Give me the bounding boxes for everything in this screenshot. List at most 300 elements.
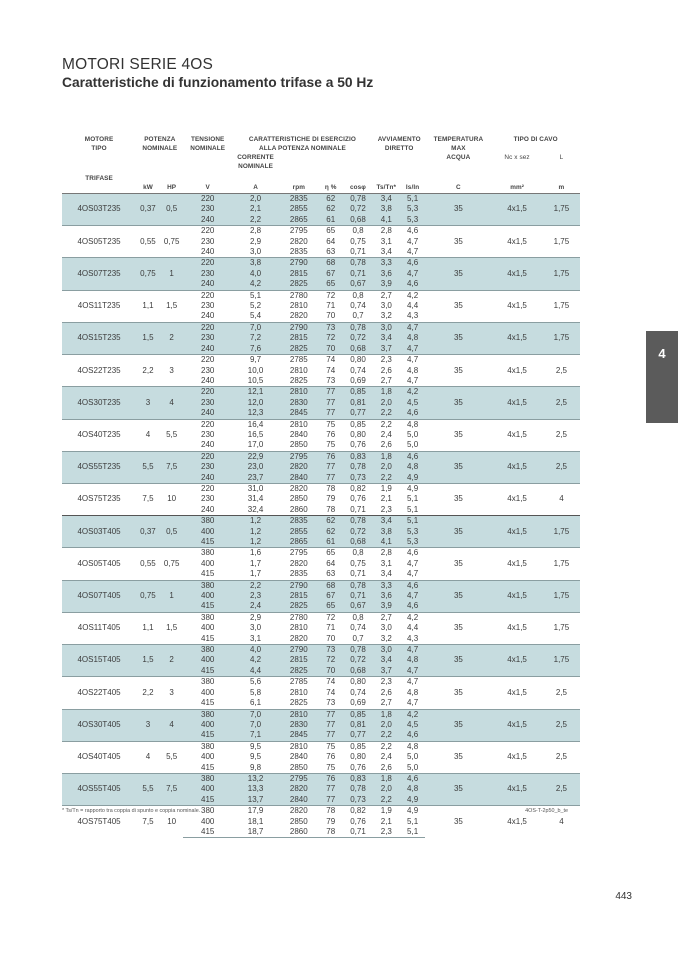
- hdr-temperatura: TEMPERATURA: [433, 136, 484, 143]
- voltage-cell: 415: [201, 569, 215, 579]
- cosphi-cell: 0,80: [350, 752, 366, 762]
- is-in-cell: 4,7: [400, 355, 426, 366]
- rpm-cell: 2820: [289, 311, 308, 321]
- table-row: [62, 258, 580, 269]
- is-in-cell: 4,6: [400, 730, 426, 741]
- cable-section-cell: 4x1,5: [491, 258, 542, 290]
- table-row: [62, 290, 580, 301]
- unit: Is/In: [400, 183, 426, 194]
- is-in-cell: 4,5: [400, 398, 426, 408]
- current-cell: 2,2: [232, 215, 279, 226]
- current-cell: 2,9: [232, 612, 279, 623]
- rpm-cell: 2815: [279, 333, 318, 343]
- current-cell: 1,2: [232, 537, 279, 548]
- voltage-cell: 415: [201, 633, 215, 643]
- cosphi-cell: 0,77: [343, 730, 373, 741]
- rpm-cell: 2810: [279, 741, 318, 752]
- current-cell: 5,1: [232, 290, 279, 301]
- rpm-cell: 2780: [279, 290, 318, 301]
- table-row: [62, 773, 580, 784]
- ts-tn-cell: 2,0: [373, 784, 400, 794]
- rpm-cell: 2830: [279, 720, 318, 730]
- efficiency-cell: 61: [318, 215, 343, 226]
- cable-section-cell: 4x1,5: [491, 806, 542, 838]
- ts-tn-cell: 3,1: [380, 236, 392, 246]
- ts-tn-cell: 2,1: [380, 816, 392, 826]
- temperature-cell: 35: [425, 580, 491, 612]
- rpm-cell: 2810: [279, 709, 318, 720]
- page-title: MOTORI SERIE 4OS: [62, 56, 214, 73]
- rpm-cell: 2790: [279, 322, 318, 333]
- rpm-cell: 2785: [279, 355, 318, 366]
- hdr-motore: MOTORE: [84, 136, 114, 143]
- cable-length-cell: 2,5: [543, 387, 580, 419]
- current-cell: 31,0: [232, 483, 279, 494]
- efficiency-cell: 79: [326, 494, 336, 504]
- cosphi-cell: 0,68: [343, 666, 373, 677]
- ts-tn-cell: 2,6: [380, 365, 392, 375]
- current-cell: 1,2: [232, 527, 279, 537]
- unit: A: [232, 183, 279, 194]
- voltage-cell: 400: [183, 655, 231, 665]
- power-hp-cell: 5,5: [160, 419, 184, 451]
- ts-tn-cell: 2,0: [373, 398, 400, 408]
- power-kw-cell: 0,55: [136, 226, 160, 258]
- temperature-cell: 35: [425, 645, 491, 677]
- ts-tn-cell: 3,3: [373, 258, 400, 269]
- current-cell: 7,0: [232, 322, 279, 333]
- efficiency-cell: 64: [326, 558, 336, 568]
- is-in-cell: 4,2: [400, 387, 426, 398]
- cosphi-cell: 0,75: [350, 236, 366, 246]
- efficiency-cell: 72: [318, 290, 343, 301]
- voltage-cell: 220: [183, 322, 231, 333]
- motor-model-cell: 4OS22T405: [62, 677, 136, 709]
- motor-model-cell: 4OS07T235: [62, 258, 136, 290]
- current-cell: 2,2: [232, 580, 279, 591]
- unit: HP: [160, 183, 184, 194]
- cable-length-cell: 1,75: [543, 645, 580, 677]
- rpm-cell: 2840: [289, 429, 308, 439]
- current-cell: 3,0: [249, 623, 262, 633]
- is-in-cell: 4,3: [407, 311, 419, 321]
- ts-tn-cell: 3,7: [373, 344, 400, 355]
- cable-length-cell: 1,75: [543, 290, 580, 322]
- voltage-cell: 240: [183, 344, 231, 355]
- rpm-cell: 2785: [279, 677, 318, 688]
- efficiency-cell: 76: [326, 752, 336, 762]
- is-in-cell: 4,8: [407, 687, 419, 697]
- voltage-cell: 230: [183, 398, 231, 408]
- table-row: [62, 483, 580, 494]
- is-in-cell: 4,7: [400, 322, 426, 333]
- efficiency-cell: 76: [326, 429, 336, 439]
- cosphi-cell: 0,73: [343, 795, 373, 806]
- section-tab[interactable]: [646, 331, 678, 423]
- cable-section-cell: 4x1,5: [491, 677, 542, 709]
- efficiency-cell: 70: [326, 311, 336, 321]
- current-cell: 4,2: [232, 279, 279, 290]
- is-in-cell: 4,6: [400, 548, 426, 559]
- cable-length-cell: 2,5: [543, 355, 580, 387]
- efficiency-cell: 74: [318, 355, 343, 366]
- cosphi-cell: 0,85: [343, 387, 373, 398]
- rpm-cell: 2790: [279, 645, 318, 656]
- cosphi-cell: 0,8: [343, 290, 373, 301]
- cable-section-cell: 4x1,5: [491, 580, 542, 612]
- rpm-cell: 2835: [289, 569, 308, 579]
- current-cell: 4,0: [232, 645, 279, 656]
- cosphi-cell: 0,69: [350, 698, 366, 708]
- ts-tn-cell: 2,4: [380, 752, 392, 762]
- cable-section-cell: 4x1,5: [491, 322, 542, 354]
- voltage-cell: 230: [201, 236, 215, 246]
- cable-length-cell: 1,75: [543, 516, 580, 548]
- ts-tn-cell: 3,9: [373, 279, 400, 290]
- is-in-cell: 4,4: [407, 623, 419, 633]
- motor-model-cell: 4OS03T405: [62, 516, 136, 548]
- is-in-cell: 5,3: [400, 215, 426, 226]
- motor-model-cell: 4OS40T405: [62, 741, 136, 773]
- rpm-cell: 2810: [279, 387, 318, 398]
- current-cell: 12,0: [232, 398, 279, 408]
- rpm-cell: 2810: [289, 365, 308, 375]
- rpm-cell: 2855: [279, 204, 318, 214]
- cable-length-cell: 2,5: [543, 741, 580, 773]
- voltage-cell: 230: [201, 494, 215, 504]
- power-kw-cell: 1,1: [136, 290, 160, 322]
- efficiency-cell: 67: [318, 591, 343, 601]
- hdr-trifase: TRIFASE: [85, 175, 113, 182]
- rpm-cell: 2795: [279, 451, 318, 462]
- rpm-cell: 2840: [279, 795, 318, 806]
- table-row: [62, 451, 580, 462]
- power-kw-cell: 4: [136, 419, 160, 451]
- cosphi-cell: 0,76: [350, 762, 366, 772]
- power-hp-cell: 0,75: [160, 548, 184, 580]
- rpm-cell: 2850: [289, 440, 308, 450]
- temperature-cell: 35: [425, 290, 491, 322]
- unit: m: [543, 183, 580, 194]
- table-row: [62, 355, 580, 366]
- cable-length-cell: 2,5: [543, 709, 580, 741]
- ts-tn-cell: 2,7: [373, 612, 400, 623]
- ts-tn-cell: 3,4: [373, 516, 400, 527]
- is-in-cell: 4,7: [400, 269, 426, 279]
- ts-tn-cell: 3,9: [373, 601, 400, 612]
- ts-tn-cell: 2,2: [373, 473, 400, 484]
- cosphi-cell: 0,78: [343, 462, 373, 472]
- is-in-cell: 4,8: [400, 784, 426, 794]
- temperature-cell: 35: [425, 741, 491, 773]
- cable-length-cell: 2,5: [543, 419, 580, 451]
- rpm-cell: 2825: [279, 666, 318, 677]
- cable-section-cell: 4x1,5: [491, 226, 542, 258]
- voltage-cell: 400: [183, 527, 231, 537]
- rpm-cell: 2820: [289, 558, 308, 568]
- voltage-cell: 240: [201, 247, 215, 257]
- is-in-cell: 5,1: [407, 494, 419, 504]
- cosphi-cell: 0,83: [343, 451, 373, 462]
- unit: V: [183, 183, 231, 194]
- current-cell: 10,5: [247, 375, 264, 385]
- current-cell: 7,6: [232, 344, 279, 355]
- cosphi-cell: 0,8: [343, 612, 373, 623]
- cable-section-cell: 4x1,5: [491, 548, 542, 580]
- is-in-cell: 5,1: [400, 516, 426, 527]
- current-cell: 5,2: [249, 301, 262, 311]
- efficiency-cell: 78: [326, 504, 336, 514]
- ts-tn-cell: 3,4: [380, 247, 392, 257]
- voltage-cell: 240: [201, 311, 215, 321]
- efficiency-cell: 74: [318, 677, 343, 688]
- current-cell: 5,4: [249, 311, 262, 321]
- voltage-cell: 230: [183, 333, 231, 343]
- rpm-cell: 2835: [289, 247, 308, 257]
- current-cell: 13,7: [232, 795, 279, 806]
- voltage-cell: 400: [201, 687, 215, 697]
- is-in-cell: 4,6: [400, 258, 426, 269]
- ts-tn-cell: 2,3: [373, 355, 400, 366]
- ts-tn-cell: 2,6: [380, 762, 392, 772]
- efficiency-cell: 73: [326, 698, 336, 708]
- ts-tn-cell: 2,7: [380, 698, 392, 708]
- efficiency-cell: 75: [326, 762, 336, 772]
- cosphi-cell: 0,78: [343, 645, 373, 656]
- motor-model-cell: 4OS55T405: [62, 773, 136, 805]
- temperature-cell: 35: [425, 419, 491, 451]
- efficiency-cell: 62: [318, 204, 343, 214]
- is-in-cell: 4,4: [407, 301, 419, 311]
- cosphi-cell: 0,71: [350, 247, 366, 257]
- temperature-cell: 35: [425, 677, 491, 709]
- ts-tn-cell: 3,4: [380, 569, 392, 579]
- cosphi-cell: 0,78: [343, 258, 373, 269]
- voltage-cell: 220: [183, 355, 231, 366]
- cosphi-cell: 0,68: [343, 215, 373, 226]
- table-row: [62, 709, 580, 720]
- efficiency-cell: 68: [318, 258, 343, 269]
- temperature-cell: 35: [425, 773, 491, 805]
- rpm-cell: 2795: [279, 548, 318, 559]
- efficiency-cell: 71: [326, 623, 336, 633]
- efficiency-cell: 65: [318, 226, 343, 237]
- table-row: [62, 226, 580, 237]
- current-cell: 7,2: [232, 333, 279, 343]
- reference-code: 4OS-T-2p50_b_te: [525, 808, 568, 814]
- voltage-cell: 220: [183, 419, 231, 430]
- voltage-cell: 415: [183, 666, 231, 677]
- unit: kW: [136, 183, 160, 194]
- current-cell: 4,0: [232, 269, 279, 279]
- current-cell: 3,1: [249, 633, 262, 643]
- voltage-cell: 380: [183, 741, 231, 752]
- voltage-cell: 380: [183, 580, 231, 591]
- hdr-acqua: ACQUA: [446, 154, 471, 161]
- voltage-cell: 415: [183, 827, 231, 838]
- table-row: [62, 645, 580, 656]
- ts-tn-cell: 2,1: [380, 494, 392, 504]
- cosphi-cell: 0,8: [343, 548, 373, 559]
- is-in-cell: 5,3: [400, 527, 426, 537]
- power-kw-cell: 0,55: [136, 548, 160, 580]
- cosphi-cell: 0,72: [343, 655, 373, 665]
- ts-tn-cell: 2,0: [373, 720, 400, 730]
- table-row: [62, 580, 580, 591]
- current-cell: 2,0: [232, 194, 279, 205]
- power-hp-cell: 0,75: [160, 226, 184, 258]
- efficiency-cell: 76: [318, 773, 343, 784]
- ts-tn-cell: 2,7: [380, 375, 392, 385]
- motor-model-cell: 4OS55T235: [62, 451, 136, 483]
- efficiency-cell: 62: [318, 194, 343, 205]
- ts-tn-cell: 2,3: [373, 677, 400, 688]
- rpm-cell: 2835: [279, 516, 318, 527]
- ts-tn-cell: 2,0: [373, 462, 400, 472]
- cable-section-cell: 4x1,5: [491, 741, 542, 773]
- ts-tn-cell: 2,2: [373, 741, 400, 752]
- voltage-cell: 230: [201, 429, 215, 439]
- efficiency-cell: 77: [318, 784, 343, 794]
- table-row: [62, 322, 580, 333]
- cable-length-cell: 1,75: [543, 226, 580, 258]
- is-in-cell: 4,8: [400, 419, 426, 430]
- is-in-cell: 4,9: [400, 483, 426, 494]
- is-in-cell: 4,7: [407, 569, 419, 579]
- hdr-nominale: NOMINALE: [142, 145, 178, 152]
- ts-tn-cell: 3,4: [373, 333, 400, 343]
- voltage-cell: 400: [183, 784, 231, 794]
- efficiency-cell: 70: [318, 666, 343, 677]
- ts-tn-cell: 2,6: [380, 687, 392, 697]
- ts-tn-cell: 3,8: [373, 204, 400, 214]
- rpm-cell: 2820: [289, 236, 308, 246]
- motor-model-cell: 4OS75T405: [62, 806, 136, 838]
- ts-tn-cell: 3,1: [380, 558, 392, 568]
- power-hp-cell: 0,5: [160, 194, 184, 226]
- ts-tn-cell: 4,1: [373, 537, 400, 548]
- is-in-cell: 4,6: [400, 279, 426, 290]
- rpm-cell: 2860: [289, 504, 308, 514]
- cable-length-cell: 1,75: [543, 258, 580, 290]
- voltage-cell: 230: [201, 365, 215, 375]
- current-cell: 1,7: [249, 569, 262, 579]
- ts-tn-cell: 3,4: [373, 194, 400, 205]
- is-in-cell: 4,2: [400, 612, 426, 623]
- current-cell: 18,7: [232, 827, 279, 838]
- efficiency-cell: 77: [318, 730, 343, 741]
- cosphi-cell: 0,78: [343, 322, 373, 333]
- motor-model-cell: 4OS03T235: [62, 194, 136, 226]
- is-in-cell: 5,1: [407, 816, 419, 826]
- temperature-cell: 35: [425, 355, 491, 387]
- ts-tn-cell: 4,1: [373, 215, 400, 226]
- ts-tn-cell: 2,7: [373, 290, 400, 301]
- cosphi-cell: 0,76: [350, 816, 366, 826]
- cosphi-cell: 0,72: [343, 204, 373, 214]
- hdr-nc-sez: Nc x sez: [504, 154, 530, 161]
- rpm-cell: 2780: [279, 612, 318, 623]
- hdr-tensione: TENSIONE: [190, 136, 225, 143]
- rpm-cell: 2795: [279, 226, 318, 237]
- ts-tn-cell: 2,2: [373, 419, 400, 430]
- is-in-cell: 4,8: [400, 741, 426, 752]
- cosphi-cell: 0,71: [343, 827, 373, 838]
- cable-length-cell: 1,75: [543, 322, 580, 354]
- current-cell: 10,0: [247, 365, 264, 375]
- is-in-cell: 5,3: [400, 204, 426, 214]
- cable-length-cell: 2,5: [543, 677, 580, 709]
- rpm-cell: 2825: [289, 375, 308, 385]
- ts-tn-cell: 2,2: [373, 730, 400, 741]
- efficiency-cell: 64: [326, 236, 336, 246]
- rpm-cell: 2790: [279, 258, 318, 269]
- ts-tn-cell: 3,0: [380, 623, 392, 633]
- spec-table-body: [62, 194, 580, 838]
- is-in-cell: 4,2: [400, 709, 426, 720]
- efficiency-cell: 61: [318, 537, 343, 548]
- hdr-avviamento: AVVIAMENTO: [377, 136, 421, 143]
- power-kw-cell: 1,1: [136, 612, 160, 644]
- cable-section-cell: 4x1,5: [491, 451, 542, 483]
- cable-section-cell: 4x1,5: [491, 483, 542, 515]
- voltage-cell: 400: [201, 558, 215, 568]
- rpm-cell: 2855: [279, 527, 318, 537]
- is-in-cell: 4,3: [407, 633, 419, 643]
- ts-tn-cell: 3,6: [373, 269, 400, 279]
- ts-tn-cell: 2,8: [373, 226, 400, 237]
- motor-model-cell: 4OS30T405: [62, 709, 136, 741]
- rpm-cell: 2820: [279, 462, 318, 472]
- rpm-cell: 2790: [279, 580, 318, 591]
- power-kw-cell: 7,5: [136, 806, 160, 838]
- power-hp-cell: 5,5: [160, 741, 184, 773]
- current-cell: 7,0: [232, 720, 279, 730]
- is-in-cell: 5,1: [407, 504, 419, 514]
- is-in-cell: 4,8: [400, 333, 426, 343]
- ts-tn-cell: 1,9: [373, 806, 400, 817]
- ts-tn-cell: 3,6: [373, 591, 400, 601]
- power-kw-cell: 2,2: [136, 355, 160, 387]
- current-cell: 17,9: [232, 806, 279, 817]
- is-in-cell: 5,3: [400, 537, 426, 548]
- voltage-cell: 415: [201, 698, 215, 708]
- voltage-cell: 220: [183, 290, 231, 301]
- temperature-cell: 35: [425, 194, 491, 226]
- is-in-cell: 4,7: [407, 375, 419, 385]
- efficiency-cell: 68: [318, 580, 343, 591]
- is-in-cell: 5,1: [400, 194, 426, 205]
- motor-model-cell: 4OS11T235: [62, 290, 136, 322]
- power-hp-cell: 2: [160, 645, 184, 677]
- efficiency-cell: 71: [326, 301, 336, 311]
- voltage-cell: 380: [183, 709, 231, 720]
- rpm-cell: 2865: [279, 537, 318, 548]
- efficiency-cell: 73: [326, 375, 336, 385]
- cosphi-cell: 0,78: [343, 580, 373, 591]
- cable-section-cell: 4x1,5: [491, 773, 542, 805]
- current-cell: 13,3: [232, 784, 279, 794]
- table-row: [62, 194, 580, 205]
- current-cell: 13,2: [232, 773, 279, 784]
- ts-tn-cell: 2,6: [380, 440, 392, 450]
- is-in-cell: 4,7: [400, 677, 426, 688]
- power-kw-cell: 0,37: [136, 516, 160, 548]
- cosphi-cell: 0,81: [343, 398, 373, 408]
- power-kw-cell: 5,5: [136, 451, 160, 483]
- unit: Ts/Tn*: [373, 183, 400, 194]
- cosphi-cell: 0,77: [343, 408, 373, 419]
